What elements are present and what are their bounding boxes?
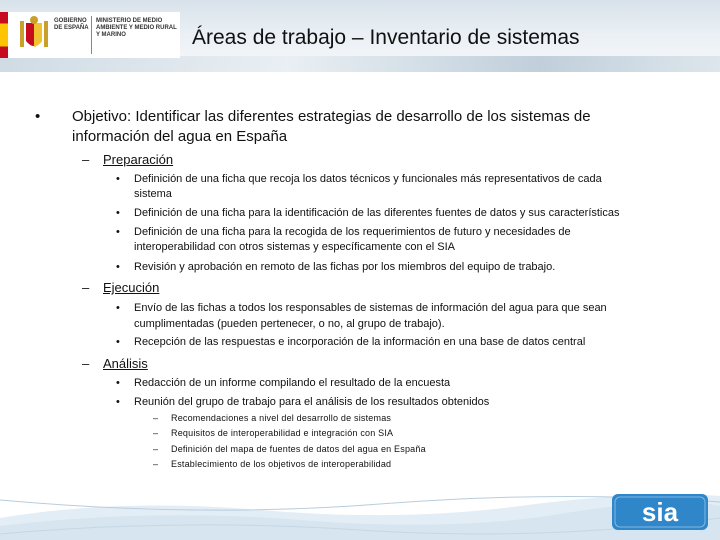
sub-list-dash: –: [153, 428, 159, 438]
section-dash: –: [82, 356, 90, 371]
section-heading-ejecucion: Ejecución: [103, 280, 160, 295]
list-item: sistema: [134, 188, 172, 200]
government-label: GOBIERNO DE ESPAÑA: [54, 18, 89, 31]
list-item: Redacción de un informe compilando el resultado de la encuesta: [134, 377, 451, 389]
sub-list-item: Requisitos de interoperabilidad e integración con SIA: [171, 428, 394, 438]
list-item: Recepción de las respuestas e incorporación de la información en una base de datos central: [134, 336, 586, 348]
list-item-bullet: •: [116, 173, 120, 185]
sub-list-dash: –: [153, 444, 159, 454]
sub-list-item: Establecimiento de los objetivos de interoperabilidad: [171, 459, 392, 469]
sub-list-item: Recomendaciones a nivel del desarrollo de sistemas: [171, 413, 392, 423]
spain-flag-icon: [0, 12, 8, 58]
header-water-strip: [0, 56, 720, 72]
list-item-bullet: •: [116, 261, 120, 273]
section-heading-analisis: Análisis: [103, 356, 148, 371]
list-item: Envío de las fichas a todos los responsables de sistemas de información del agua para que sean: [134, 302, 607, 314]
sia-logo-text: sia: [641, 497, 679, 527]
list-item-bullet: •: [116, 377, 120, 389]
objective-line-2: información del agua en España: [72, 128, 288, 145]
objective-bullet: •: [35, 108, 41, 125]
section-dash: –: [82, 280, 90, 295]
sia-logo: [612, 494, 708, 530]
list-item-bullet: •: [116, 226, 120, 238]
section-dash: –: [82, 152, 90, 167]
list-item: Definición de una ficha que recoja los datos técnicos y funcionales más representativos de cada: [134, 173, 602, 185]
ministry-label: MINISTERIO DE MEDIO AMBIENTE Y MEDIO RURAL Y MARINO: [96, 18, 177, 38]
list-item: Definición de una ficha para la identificación de las diferentes fuentes de datos y sus características: [134, 207, 620, 219]
list-item-bullet: •: [116, 396, 120, 408]
list-item: cumplimentadas (pueden pertenecer, o no, al grupo de trabajo).: [134, 318, 445, 330]
coat-of-arms-icon: [18, 15, 50, 55]
objective-line-1: Objetivo: Identificar las diferentes estrategias de desarrollo de los sistemas de: [72, 108, 591, 125]
list-item: Revisión y aprobación en remoto de las fichas por los miembros del equipo de trabajo.: [134, 261, 556, 273]
list-item: Definición de una ficha para la recogida de los requerimientos de futuro y necesidades de: [134, 226, 571, 238]
page-title: Áreas de trabajo – Inventario de sistemas: [192, 26, 580, 49]
list-item: Reunión del grupo de trabajo para el análisis de los resultados obtenidos: [134, 396, 490, 408]
sub-list-dash: –: [153, 459, 159, 469]
sub-list-dash: –: [153, 413, 159, 423]
sub-list-item: Definición del mapa de fuentes de datos del agua en España: [171, 444, 426, 454]
logo-divider: [91, 16, 92, 54]
list-item-bullet: •: [116, 302, 120, 314]
list-item: interoperabilidad con otros sistemas y específicamente con el SIA: [134, 241, 455, 253]
list-item-bullet: •: [116, 336, 120, 348]
list-item-bullet: •: [116, 207, 120, 219]
section-heading-preparacion: Preparación: [103, 152, 174, 167]
